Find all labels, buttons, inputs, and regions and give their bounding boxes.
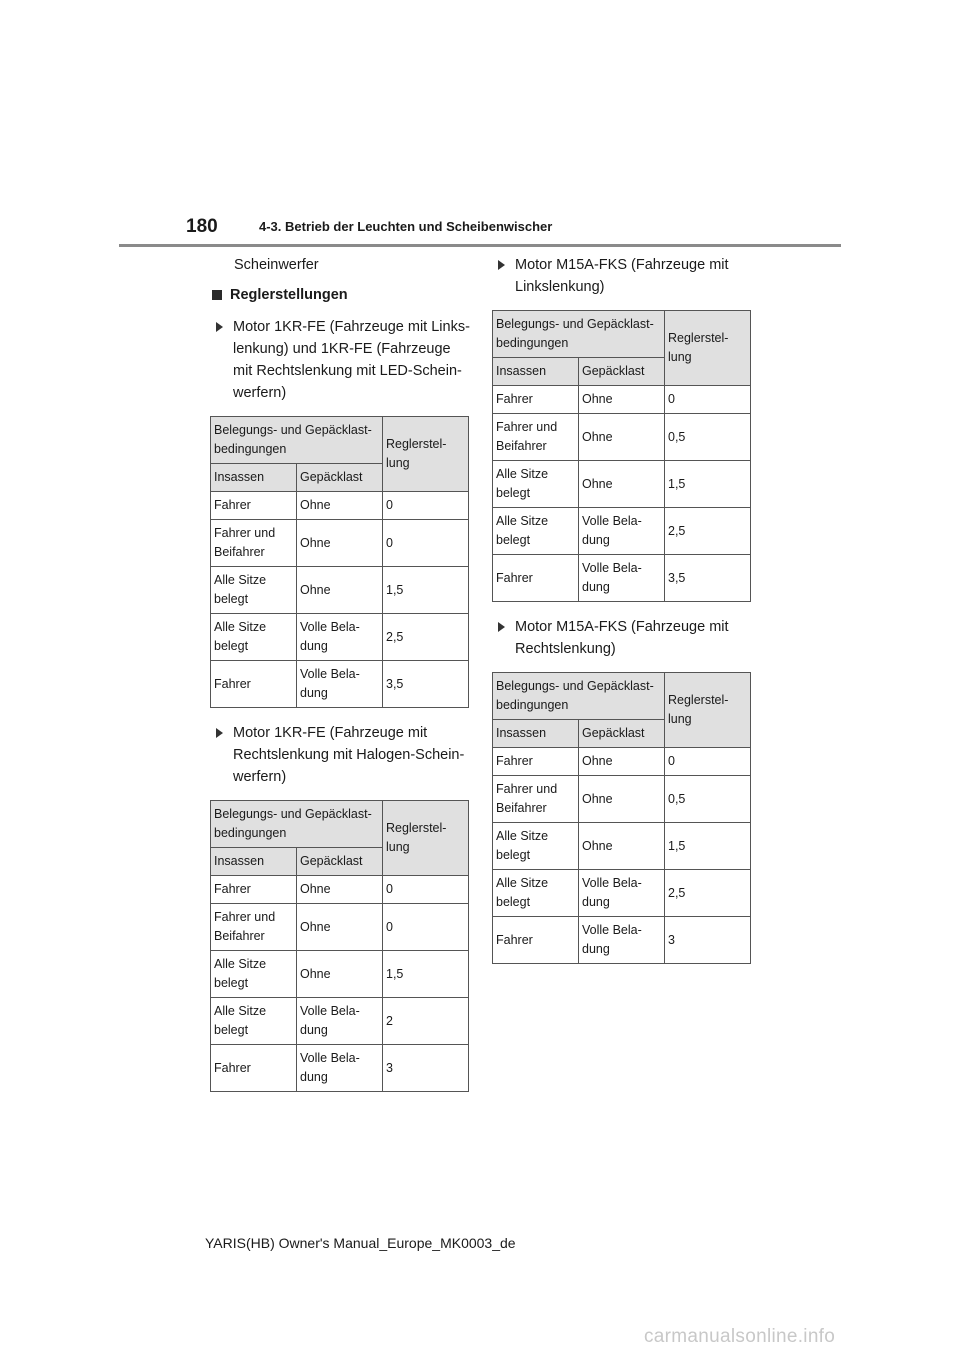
- cell-occupants: Fahrer und Beifahrer: [493, 776, 579, 823]
- cell-position: 0: [665, 386, 751, 414]
- section-heading-label: Reglerstellungen: [230, 287, 348, 303]
- cell-occupants: Fahrer: [211, 492, 297, 520]
- table-row: [493, 508, 751, 555]
- page-number: 180: [186, 216, 218, 237]
- cell-position: 1,5: [665, 461, 751, 508]
- bullet-text: Motor M15A-FKS (Fahrzeuge mit Linkslenkung): [515, 257, 729, 295]
- cell-occupants: Alle Sitze belegt: [493, 823, 579, 870]
- cell-load: Volle Bela- dung: [579, 508, 665, 555]
- header-position: Reglerstel- lung: [665, 673, 751, 748]
- section-title: 4-3. Betrieb der Leuchten und Scheibenwischer: [259, 219, 553, 234]
- cell-position: 1,5: [383, 951, 469, 998]
- cell-position: 3,5: [383, 661, 469, 708]
- header-rule: [119, 244, 841, 247]
- cell-occupants: Fahrer: [211, 1045, 297, 1092]
- table-row: [493, 555, 751, 602]
- table-header-row: [211, 801, 469, 848]
- header-load: Gepäcklast: [297, 848, 383, 876]
- cell-occupants: Fahrer und Beifahrer: [493, 414, 579, 461]
- table-row: [493, 461, 751, 508]
- cell-position: 2,5: [665, 508, 751, 555]
- cell-load: Ohne: [579, 776, 665, 823]
- table-header-row: [211, 417, 469, 464]
- cell-occupants: Alle Sitze belegt: [493, 870, 579, 917]
- table-row: [493, 823, 751, 870]
- header-conditions: Belegungs- und Gepäcklast- bedingungen: [211, 417, 383, 464]
- table-row: [493, 870, 751, 917]
- triangle-bullet-icon: [216, 728, 223, 738]
- header-occupants: Insassen: [211, 464, 297, 492]
- cell-position: 0,5: [665, 776, 751, 823]
- cell-load: Volle Bela- dung: [579, 870, 665, 917]
- bullet-text: Motor M15A-FKS (Fahrzeuge mit Rechtslenkung): [515, 619, 729, 657]
- triangle-bullet-icon: [216, 322, 223, 332]
- cell-load: Volle Bela- dung: [297, 998, 383, 1045]
- header-load: Gepäcklast: [579, 358, 665, 386]
- cell-load: Ohne: [579, 823, 665, 870]
- cell-position: 2: [383, 998, 469, 1045]
- intro-text: Scheinwerfer: [234, 257, 319, 273]
- cell-load: Ohne: [579, 748, 665, 776]
- header-conditions: Belegungs- und Gepäcklast- bedingungen: [493, 673, 665, 720]
- cell-load: Volle Bela- dung: [297, 1045, 383, 1092]
- setting-table: [210, 416, 469, 708]
- cell-position: 0: [383, 904, 469, 951]
- table-row: [211, 876, 469, 904]
- cell-position: 2,5: [383, 614, 469, 661]
- header-conditions: Belegungs- und Gepäcklast- bedingungen: [211, 801, 383, 848]
- table-row: [211, 520, 469, 567]
- cell-occupants: Fahrer und Beifahrer: [211, 520, 297, 567]
- cell-occupants: Alle Sitze belegt: [493, 508, 579, 555]
- table-row: [211, 904, 469, 951]
- header-load: Gepäcklast: [297, 464, 383, 492]
- header-occupants: Insassen: [493, 720, 579, 748]
- table-row: [493, 386, 751, 414]
- cell-occupants: Fahrer: [493, 748, 579, 776]
- header-position: Reglerstel- lung: [383, 801, 469, 876]
- header-conditions: Belegungs- und Gepäcklast- bedingungen: [493, 311, 665, 358]
- table-row: [211, 998, 469, 1045]
- cell-load: Ohne: [297, 904, 383, 951]
- cell-position: 0: [383, 492, 469, 520]
- footer-text: YARIS(HB) Owner's Manual_Europe_MK0003_de: [205, 1235, 516, 1251]
- table-row: [211, 951, 469, 998]
- cell-position: 3: [383, 1045, 469, 1092]
- cell-load: Ohne: [297, 520, 383, 567]
- right-column: [492, 254, 752, 978]
- cell-load: Ohne: [579, 386, 665, 414]
- cell-occupants: Fahrer: [493, 555, 579, 602]
- cell-position: 0,5: [665, 414, 751, 461]
- table-header-row: [493, 673, 751, 720]
- header-position: Reglerstel- lung: [665, 311, 751, 386]
- cell-load: Volle Bela- dung: [297, 614, 383, 661]
- bullet-item: [492, 254, 752, 298]
- cell-position: 1,5: [383, 567, 469, 614]
- cell-occupants: Alle Sitze belegt: [211, 614, 297, 661]
- cell-load: Volle Bela- dung: [579, 555, 665, 602]
- cell-load: Volle Bela- dung: [297, 661, 383, 708]
- header-occupants: Insassen: [211, 848, 297, 876]
- cell-load: Ohne: [297, 876, 383, 904]
- cell-position: 1,5: [665, 823, 751, 870]
- table-row: [493, 748, 751, 776]
- cell-occupants: Alle Sitze belegt: [211, 951, 297, 998]
- square-bullet-icon: [212, 290, 222, 300]
- cell-occupants: Alle Sitze belegt: [211, 998, 297, 1045]
- bullet-item: [492, 616, 752, 660]
- table-row: [211, 492, 469, 520]
- table-row: [493, 917, 751, 964]
- cell-load: Ohne: [579, 461, 665, 508]
- cell-occupants: Alle Sitze belegt: [211, 567, 297, 614]
- triangle-bullet-icon: [498, 622, 505, 632]
- cell-load: Ohne: [297, 567, 383, 614]
- table-row: [211, 567, 469, 614]
- left-column: [210, 254, 470, 1106]
- table-row: [493, 414, 751, 461]
- table-row: [211, 1045, 469, 1092]
- table-row: [493, 776, 751, 823]
- cell-position: 0: [383, 876, 469, 904]
- cell-occupants: Fahrer: [211, 661, 297, 708]
- setting-table: [210, 800, 469, 1092]
- cell-position: 0: [665, 748, 751, 776]
- cell-load: Ohne: [297, 951, 383, 998]
- cell-occupants: Fahrer: [211, 876, 297, 904]
- header-occupants: Insassen: [493, 358, 579, 386]
- cell-load: Ohne: [579, 414, 665, 461]
- table-row: [211, 661, 469, 708]
- setting-table: [492, 672, 751, 964]
- cell-load: Volle Bela- dung: [579, 917, 665, 964]
- section-heading: [210, 284, 470, 306]
- table-header-row: [493, 311, 751, 358]
- setting-table: [492, 310, 751, 602]
- cell-position: 3: [665, 917, 751, 964]
- cell-occupants: Fahrer: [493, 917, 579, 964]
- cell-position: 0: [383, 520, 469, 567]
- cell-occupants: Alle Sitze belegt: [493, 461, 579, 508]
- bullet-item: [210, 316, 470, 404]
- bullet-text: Motor 1KR-FE (Fahrzeuge mit Rechtslenkung mit Halogen-Schein- werfern): [233, 725, 465, 785]
- triangle-bullet-icon: [498, 260, 505, 270]
- cell-occupants: Fahrer: [493, 386, 579, 414]
- header-position: Reglerstel- lung: [383, 417, 469, 492]
- watermark: carmanualsonline.info: [644, 1326, 836, 1347]
- bullet-text: Motor 1KR-FE (Fahrzeuge mit Links- lenkung) und 1KR-FE (Fahrzeuge mit Rechtslenkung mit LED-Schein- werfern): [233, 319, 470, 401]
- cell-position: 2,5: [665, 870, 751, 917]
- cell-position: 3,5: [665, 555, 751, 602]
- header-load: Gepäcklast: [579, 720, 665, 748]
- cell-load: Ohne: [297, 492, 383, 520]
- bullet-item: [210, 722, 470, 788]
- cell-occupants: Fahrer und Beifahrer: [211, 904, 297, 951]
- table-row: [211, 614, 469, 661]
